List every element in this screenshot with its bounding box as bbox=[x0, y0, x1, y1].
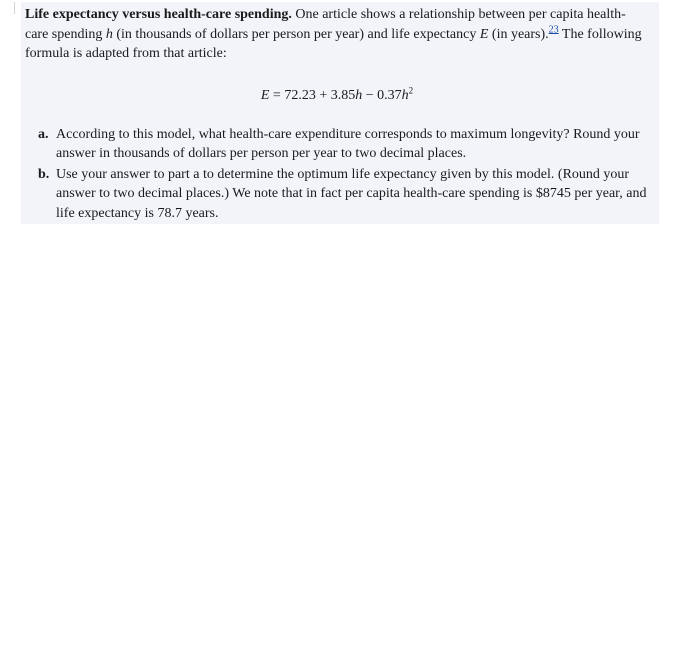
formula-part-2: − 0.37 bbox=[362, 87, 402, 103]
formula-exponent: 2 bbox=[408, 84, 414, 95]
formula-lhs: E bbox=[260, 87, 270, 103]
problem-intro bbox=[25, 5, 647, 64]
intro-text-1: One article shows a relationship between per capita health-care spending bbox=[25, 7, 626, 42]
variable-h: h bbox=[105, 26, 113, 42]
margin-mark bbox=[14, 2, 15, 14]
intro-text-4: The following formula is adapted from that article: bbox=[25, 26, 642, 61]
part-b-label: b. bbox=[38, 166, 50, 182]
part-a-text: According to this model, what health-care expenditure corresponds to maximum longevity? Round your answer in thousands of dollars per person per year to two decimal places. bbox=[56, 126, 640, 161]
intro-text-2: (in thousands of dollars per person per year) and life expectancy bbox=[112, 26, 480, 42]
problem-panel bbox=[21, 2, 659, 224]
part-b bbox=[25, 165, 647, 224]
footnote-link[interactable]: 23 bbox=[548, 23, 559, 35]
formula-part-1: = 72.23 + 3.85 bbox=[269, 87, 356, 103]
part-a bbox=[25, 125, 647, 164]
part-a-label: a. bbox=[38, 126, 49, 142]
variable-e: E bbox=[479, 26, 489, 42]
formula-h-1: h bbox=[355, 87, 363, 103]
intro-text-3: (in years). bbox=[488, 26, 549, 42]
formula-h-2: h bbox=[401, 87, 409, 103]
part-b-text: Use your answer to part a to determine the optimum life expectancy given by this model. (Round your answer to two decimal places.) We note that in fact per capita health-care spending is $8745 per year, and life expectancy is 78.7 years. bbox=[56, 166, 647, 221]
formula bbox=[25, 86, 647, 105]
problem-title: Life expectancy versus health-care spending. bbox=[25, 7, 292, 22]
